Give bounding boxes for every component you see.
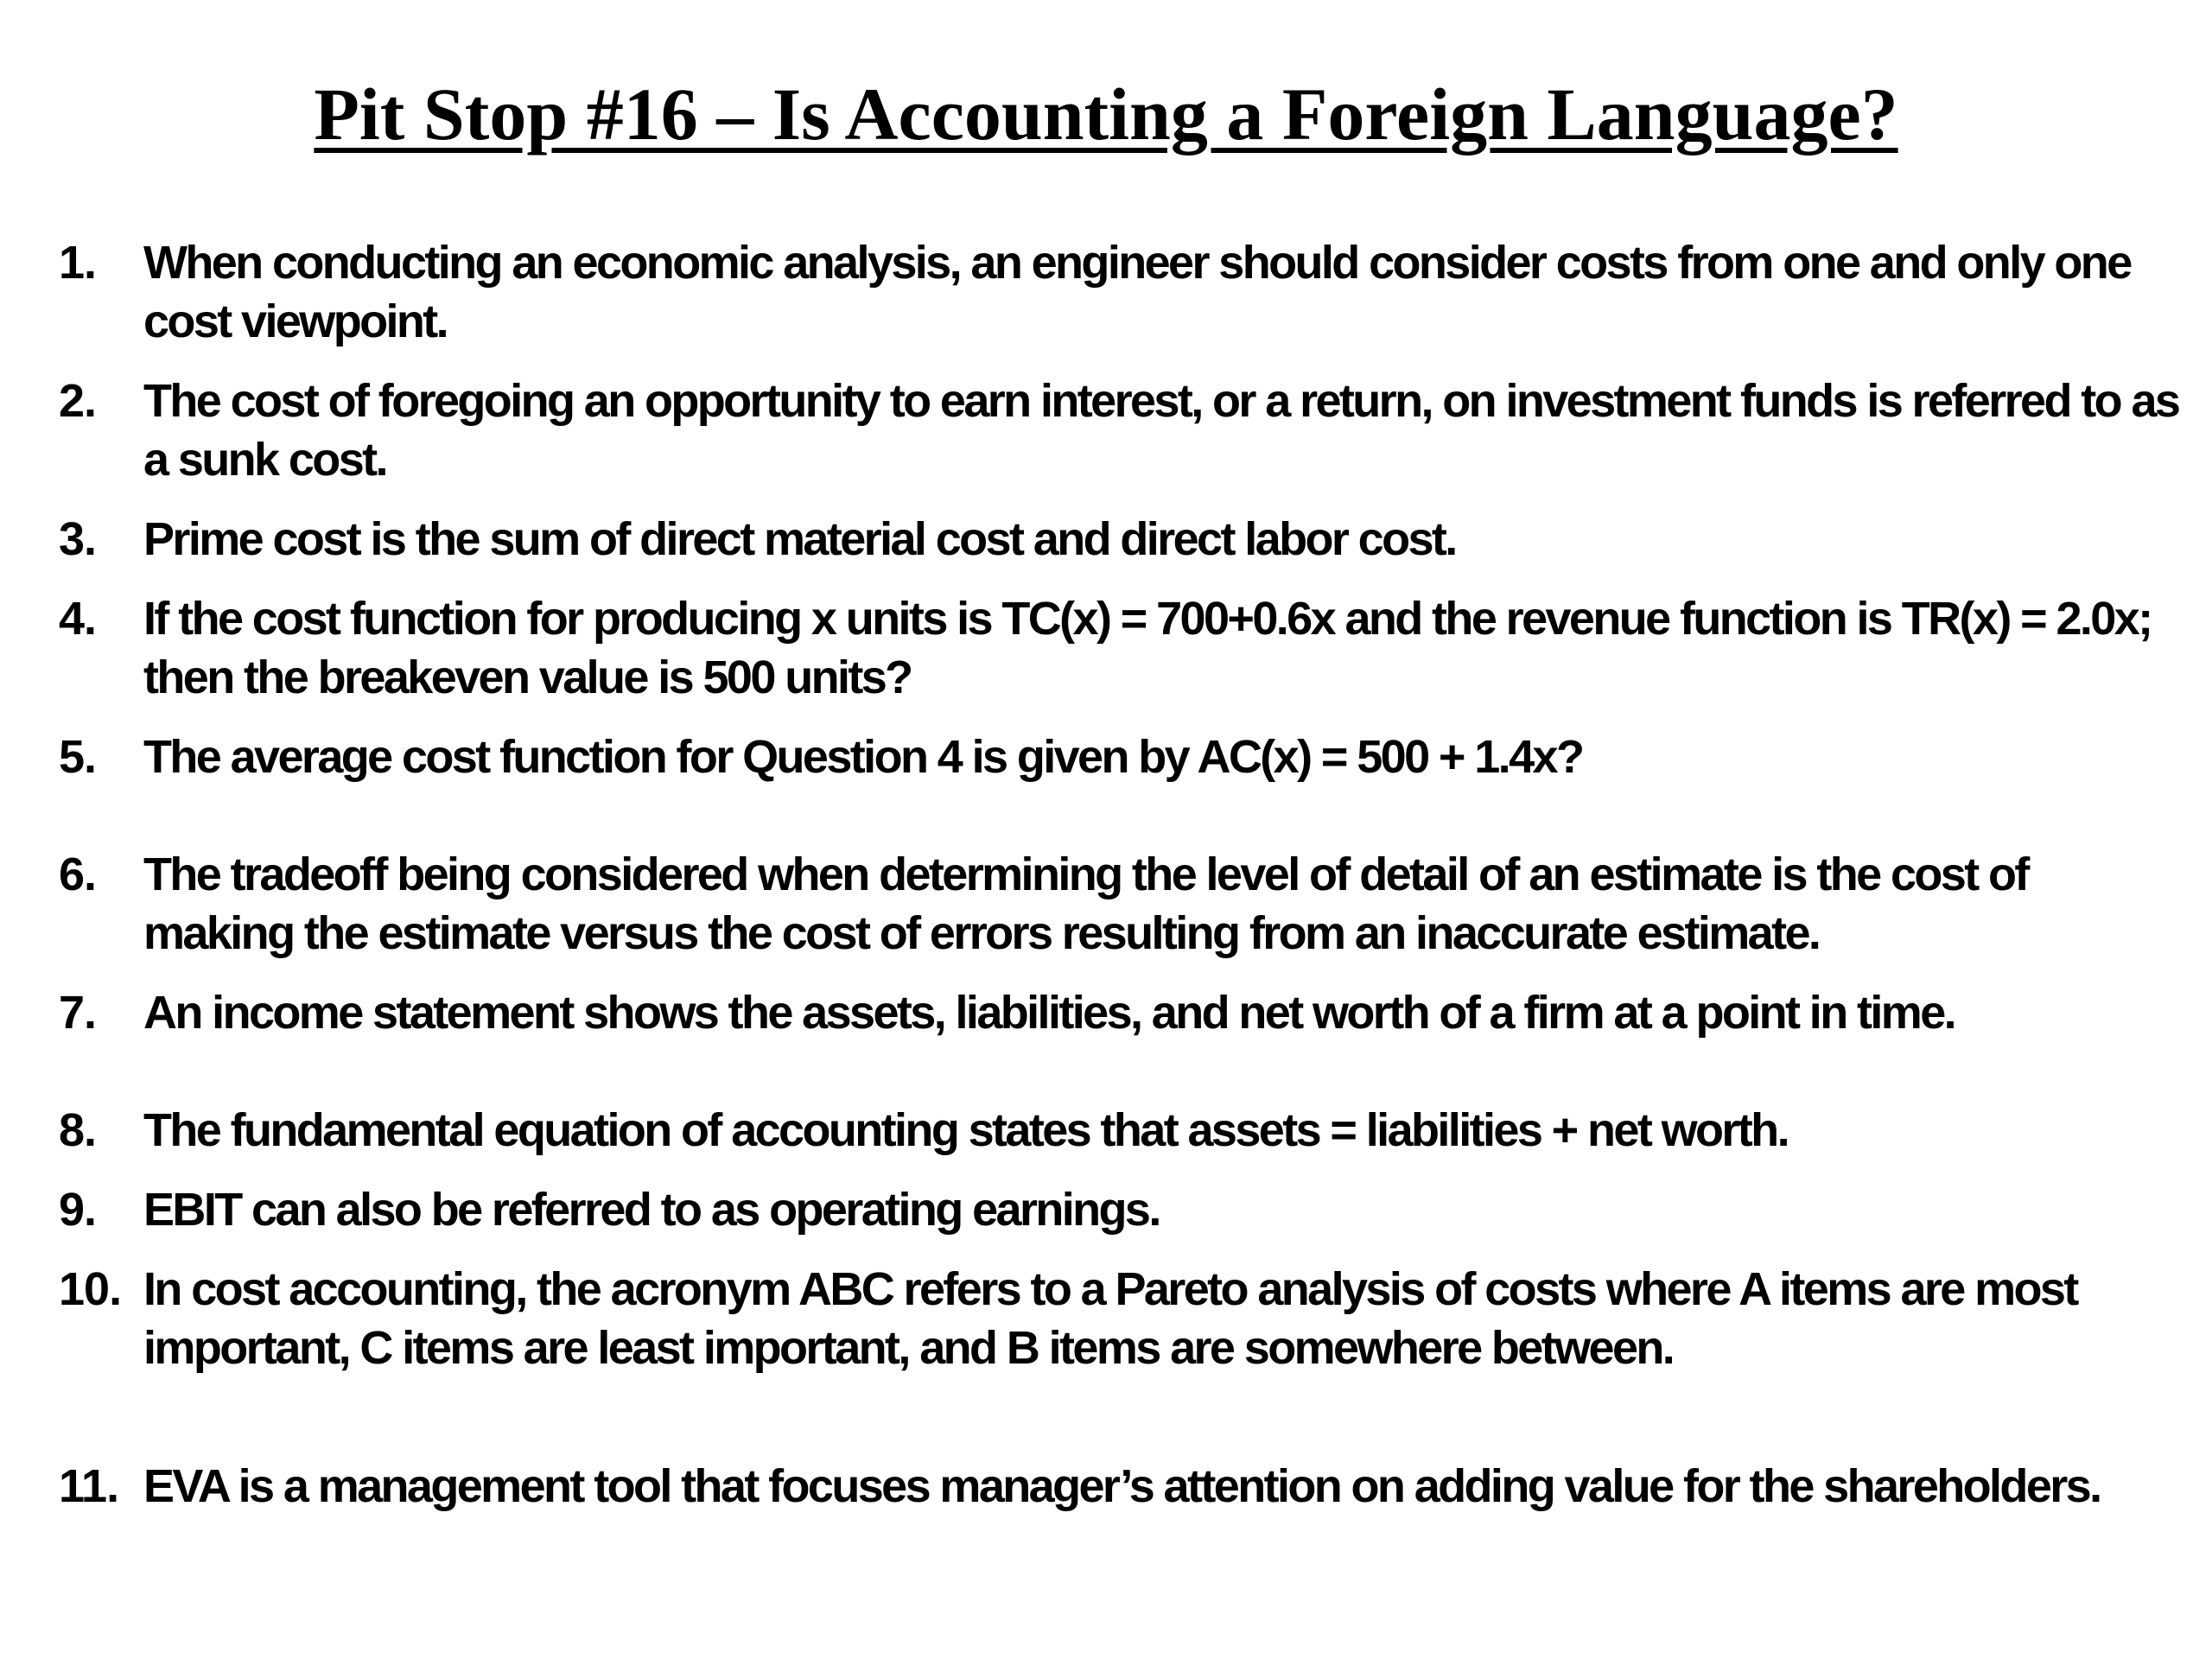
question-item-10 <box>59 1260 2184 1377</box>
question-number: 2. <box>59 375 97 427</box>
question-number: 10. <box>59 1263 122 1315</box>
question-text: When conducting an economic analysis, an engineer should consider costs from one and only one cost viewpoint. <box>143 237 2131 347</box>
question-number: 5. <box>59 731 97 783</box>
question-item-7 <box>59 983 2184 1042</box>
question-text: An income statement shows the assets, liabilities, and net worth of a firm at a point in time. <box>143 987 1955 1039</box>
question-item-6 <box>59 845 2184 963</box>
question-number: 11. <box>59 1460 119 1512</box>
question-number: 8. <box>59 1104 97 1156</box>
question-text: Prime cost is the sum of direct material cost and direct labor cost. <box>143 513 1456 565</box>
question-number: 7. <box>59 987 97 1039</box>
question-item-1 <box>59 233 2184 351</box>
question-text: EVA is a management tool that focuses manager’s attention on adding value for the shareholders. <box>143 1460 2101 1512</box>
question-item-11 <box>59 1457 2184 1516</box>
question-list <box>59 233 2184 1536</box>
question-item-8 <box>59 1101 2184 1160</box>
question-number: 6. <box>59 849 97 900</box>
question-item-4 <box>59 589 2184 707</box>
question-text: The tradeoff being considered when determining the level of detail of an estimate is the cost of making the estimate versus the cost of errors resulting from an inaccurate estimate. <box>143 849 2028 959</box>
question-text: The fundamental equation of accounting states that assets = liabilities + net worth. <box>143 1104 1788 1156</box>
page-title-text: Pit Stop #16 – Is Accounting a Foreign Language? <box>314 73 1898 156</box>
question-number: 3. <box>59 513 97 565</box>
question-text: The average cost function for Question 4 is given by AC(x) = 500 + 1.4x? <box>143 731 1583 783</box>
question-number: 4. <box>59 593 97 645</box>
question-item-9 <box>59 1180 2184 1239</box>
page-title <box>0 71 2212 157</box>
question-item-5 <box>59 728 2184 786</box>
question-item-3 <box>59 510 2184 569</box>
question-item-2 <box>59 372 2184 489</box>
question-number: 9. <box>59 1184 97 1236</box>
question-text: If the cost function for producing x units is TC(x) = 700+0.6x and the revenue function is TR(x) = 2.0x; then the breakeven value is 500 units? <box>143 593 2152 703</box>
question-text: The cost of foregoing an opportunity to earn interest, or a return, on investment funds is referred to as a sunk cost. <box>143 375 2179 486</box>
question-number: 1. <box>59 237 97 289</box>
question-text: In cost accounting, the acronym ABC refers to a Pareto analysis of costs where A items are most important, C items are least important, and B items are somewhere between. <box>143 1263 2077 1374</box>
question-text: EBIT can also be referred to as operating earnings. <box>143 1184 1160 1236</box>
